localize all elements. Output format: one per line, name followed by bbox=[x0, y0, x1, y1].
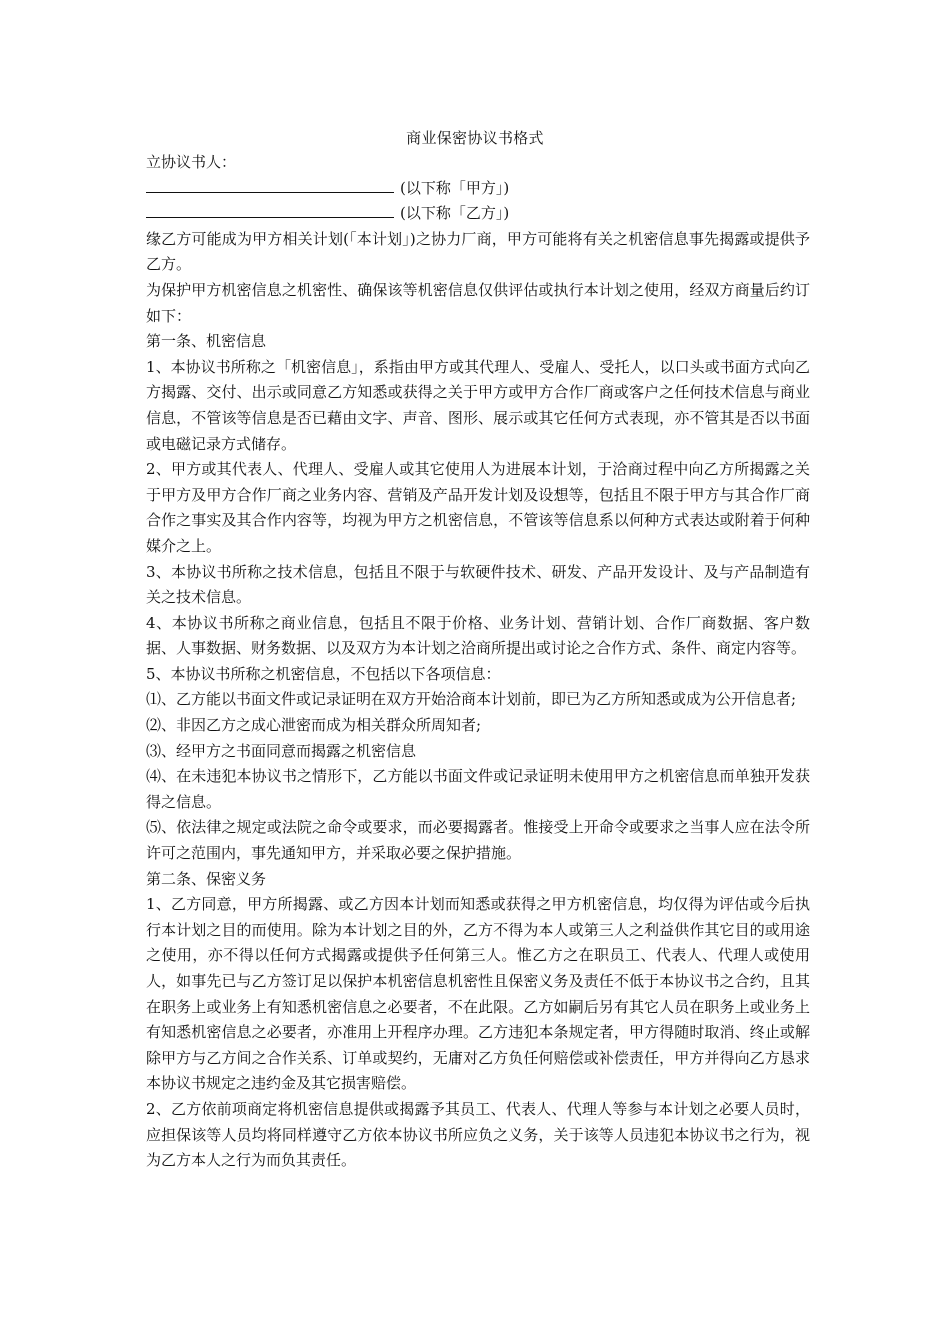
paragraph: 1、本协议书所称之「机密信息」，系指由甲方或其代理人、受雇人、受托人，以口头或书面方式向乙方揭露、交付、出示或同意乙方知悉或获得之关于甲方或甲方合作厂商或客户之任何技术信息与商业信息，不管该等信息是否已藉由文字、声音、图形、展示或其它任何方式表现，亦不管其是否以书面或电磁记录方式储存。 bbox=[146, 357, 810, 453]
list-item: ⑵、非因乙方之成心泄密而成为相关群众所周知者; bbox=[146, 716, 482, 735]
paragraph: 4、本协议书所称之商业信息，包括且不限于价格、业务计划、营销计划、合作厂商数据、客户数据、人事数据、财务数据、以及双方为本计划之洽商所提出或讨论之合作方式、条件、商定内容等。 bbox=[146, 613, 810, 658]
section-heading: 第二条、保密义务 bbox=[146, 869, 267, 888]
party-b-blank bbox=[146, 203, 394, 218]
parties-heading: 立协议书人： bbox=[146, 153, 237, 171]
paragraph: 缘乙方可能成为甲方相关计划(「本计划」)之协力厂商，甲方可能将有关之机密信息事先揭露或提供予乙方。 bbox=[146, 229, 810, 274]
document-title: 商业保密协议书格式 bbox=[406, 129, 544, 147]
list-item: ⑷、在未违犯本协议书之情形下，乙方能以书面文件或记录证明未使用甲方之机密信息而单独开发获得之信息。 bbox=[146, 767, 810, 811]
paragraph: 为保护甲方机密信息之机密性、确保该等机密信息仅供评估或执行本计划之使用，经双方商量后约订如下： bbox=[146, 280, 810, 325]
paragraph: 2、乙方依前项商定将机密信息提供或揭露予其员工、代表人、代理人等参与本计划之必要人员时，应担保该等人员均将同样遵守乙方依本协议书所应负之义务，关于该等人员违犯本协议书之行为，视为乙方本人之行为而负其责任。 bbox=[146, 1099, 810, 1170]
list-item: ⑸、依法律之规定或法院之命令或要求，而必要揭露者。惟接受上开命令或要求之当事人应在法令所许可之范围内，事先通知甲方，并采取必要之保护措施。 bbox=[146, 818, 810, 863]
list-item: ⑶、经甲方之书面同意而揭露之机密信息 bbox=[146, 741, 417, 760]
section-heading: 第一条、机密信息 bbox=[146, 332, 267, 351]
party-a-line bbox=[146, 176, 810, 202]
party-a-blank bbox=[146, 178, 394, 193]
paragraph: 5、本协议书所称之机密信息，不包括以下各项信息： bbox=[146, 664, 501, 683]
paragraph: 1、乙方同意，甲方所揭露、或乙方因本计划而知悉或获得之甲方机密信息，均仅得为评估或今后执行本计划之目的而使用。除为本计划之目的外，乙方不得为本人或第三人之利益供作其它目的或用途之使用，亦不得以任何方式揭露或提供予任何第三人。惟乙方之在职员工、代表人、代理人或使用人，如事先已与乙方签订足以保护本机密信息机密性且保密义务及责任不低于本协议书之合约，且其在职务上或业务上有知悉机密信息之必要者，不在此限。乙方如嗣后另有其它人员在职务上或业务上有知悉机密信息之必要者，亦准用上开程序办理。乙方违犯本条规定者，甲方得随时取消、终止或解除甲方与乙方间之合作关系、订单或契约，无庸对乙方负任何赔偿或补偿责任，甲方并得向乙方恳求本协议书规定之违约金及其它损害赔偿。 bbox=[146, 895, 810, 1093]
party-a-suffix: (以下称「甲方」) bbox=[400, 178, 510, 197]
list-item: ⑴、乙方能以书面文件或记录证明在双方开始洽商本计划前，即已为乙方所知悉或成为公开信息者; bbox=[146, 690, 797, 709]
party-b-suffix: (以下称「乙方」) bbox=[400, 204, 510, 223]
paragraph: 3、本协议书所称之技术信息，包括且不限于与软硬件技术、研发、产品开发设计、及与产品制造有关之技术信息。 bbox=[146, 562, 810, 607]
document-body bbox=[146, 150, 810, 1174]
paragraph: 2、甲方或其代表人、代理人、受雇人或其它使用人为进展本计划，于洽商过程中向乙方所揭露之关于甲方及甲方合作厂商之业务内容、营销及产品开发计划及设想等，包括且不限于甲方与其合作厂商合作之事实及其合作内容等，均视为甲方之机密信息，不管该等信息系以何种方式表达或附着于何种媒介之上。 bbox=[146, 460, 810, 555]
party-b-line bbox=[146, 201, 810, 227]
